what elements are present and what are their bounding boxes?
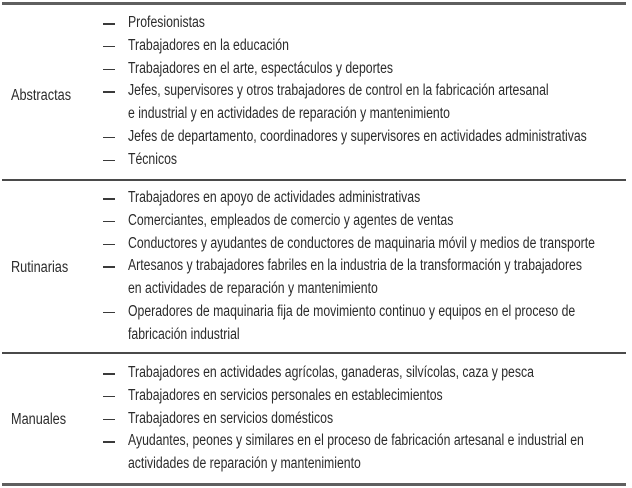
- list-item: Comerciantes, empleados de comercio y agentes de ventas: [128, 211, 454, 229]
- list-item: Profesionistas: [128, 14, 205, 31]
- list-item: Operadores de maquinaria fija de movimiento continuo y equipos en el proceso de fabricación industrial: [128, 302, 576, 343]
- list-item: Trabajadores en actividades agrícolas, ganaderas, silvícolas, caza y pesca: [128, 364, 534, 381]
- list-item: Trabajadores en servicios domésticos: [128, 409, 334, 427]
- table-divider-rule: [2, 179, 626, 181]
- list-item: Trabajadores en apoyo de actividades administrativas: [128, 189, 421, 206]
- category-label: Rutinarias: [11, 259, 69, 276]
- occupation-list: [103, 187, 632, 347]
- list-item: Conductores y ayudantes de conductores de maquinaria móvil y medios de transporte: [128, 234, 595, 252]
- list-item: Técnicos: [128, 150, 178, 168]
- list-item: Jefes de departamento, coordinadores y supervisores en actividades administrativas: [128, 127, 587, 145]
- list-item: Ayudantes, peones y similares en el proceso de fabricación artesanal e industrial en actividades de reparación y mantenimiento: [128, 432, 584, 473]
- list-item: Jefes, supervisores y otros trabajadores de control en la fabricación artesanal e industrial y en actividades de reparación y mantenimiento: [128, 82, 549, 123]
- list-item: Trabajadores en la educación: [128, 36, 289, 54]
- table-bottom-rule: [2, 483, 626, 486]
- table-divider-rule: [2, 352, 626, 354]
- occupation-list: [103, 362, 632, 476]
- list-item: Trabajadores en el arte, espectáculos y deportes: [128, 59, 394, 77]
- category-label: Manuales: [11, 411, 67, 428]
- table-top-rule: [2, 2, 626, 5]
- category-label: Abstractas: [11, 87, 72, 104]
- occupation-list: [103, 12, 632, 172]
- list-item: Artesanos y trabajadores fabriles en la industria de la transformación y trabajadores en actividades de reparación y mantenimiento: [128, 257, 582, 298]
- list-item: Trabajadores en servicios personales en establecimientos: [128, 386, 443, 404]
